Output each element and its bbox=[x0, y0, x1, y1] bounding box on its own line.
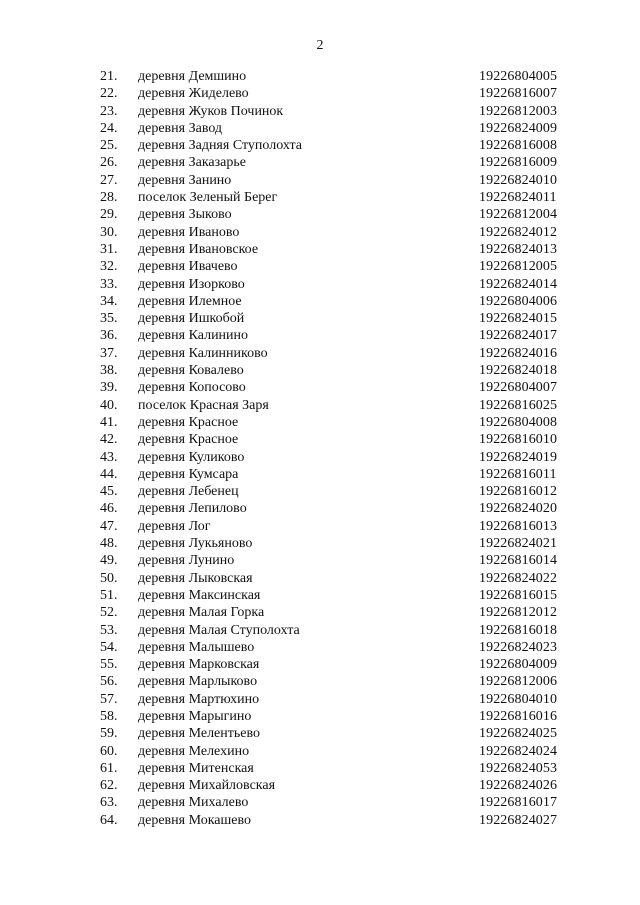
list-item bbox=[0, 691, 640, 708]
okato-code: 19226824017 bbox=[479, 328, 558, 344]
item-number: 41. bbox=[100, 414, 118, 430]
okato-code: 19226804009 bbox=[479, 657, 558, 673]
list-item bbox=[0, 535, 640, 552]
list-item bbox=[0, 500, 640, 517]
settlement-name: деревня Марыгино bbox=[138, 708, 252, 724]
list-item bbox=[0, 760, 640, 777]
okato-code: 19226812006 bbox=[479, 674, 558, 690]
list-item bbox=[0, 345, 640, 362]
list-item bbox=[0, 794, 640, 811]
okato-code: 19226816010 bbox=[479, 432, 558, 448]
list-item bbox=[0, 431, 640, 448]
item-number: 24. bbox=[100, 120, 118, 136]
okato-code: 19226816007 bbox=[479, 86, 558, 102]
list-item bbox=[0, 379, 640, 396]
settlement-name: деревня Малая Ступолохта bbox=[138, 622, 300, 638]
settlement-name: деревня Задняя Ступолохта bbox=[138, 138, 303, 154]
settlement-name: деревня Мокашево bbox=[138, 812, 252, 828]
settlement-name: деревня Малая Горка bbox=[138, 605, 265, 621]
item-number: 58. bbox=[100, 708, 118, 724]
settlement-name: деревня Ковалево bbox=[138, 363, 244, 379]
item-number: 36. bbox=[100, 328, 118, 344]
item-number: 45. bbox=[100, 484, 118, 500]
okato-code: 19226816009 bbox=[479, 155, 558, 171]
okato-code: 19226812012 bbox=[479, 605, 558, 621]
item-number: 27. bbox=[100, 172, 118, 188]
list-item bbox=[0, 673, 640, 690]
settlement-name: деревня Жиделево bbox=[138, 86, 249, 102]
item-number: 21. bbox=[100, 69, 118, 84]
settlement-name: деревня Красное bbox=[138, 432, 239, 448]
okato-code: 19226824023 bbox=[479, 639, 558, 655]
list-item bbox=[0, 224, 640, 241]
list-item bbox=[0, 68, 640, 85]
okato-code: 19226816012 bbox=[479, 484, 558, 500]
settlement-name: деревня Калинино bbox=[138, 328, 249, 344]
settlement-name: деревня Ивановское bbox=[138, 241, 259, 257]
item-number: 25. bbox=[100, 138, 118, 154]
okato-code: 19226812003 bbox=[479, 103, 558, 119]
settlement-name: деревня Иваново bbox=[138, 224, 240, 240]
settlement-name: деревня Мелехино bbox=[138, 743, 250, 759]
okato-code: 19226824011 bbox=[479, 190, 557, 206]
settlement-name: деревня Ивачево bbox=[138, 259, 238, 275]
item-number: 59. bbox=[100, 726, 118, 742]
list-item bbox=[0, 604, 640, 621]
list-item bbox=[0, 639, 640, 656]
item-number: 63. bbox=[100, 795, 118, 811]
settlement-name: поселок Красная Заря bbox=[138, 397, 269, 413]
okato-code: 19226824024 bbox=[479, 743, 558, 759]
list-item bbox=[0, 777, 640, 794]
settlement-name: деревня Калинниково bbox=[138, 345, 268, 361]
settlement-name: поселок Зеленый Берег bbox=[138, 190, 278, 206]
okato-code: 19226816017 bbox=[479, 795, 558, 811]
item-number: 48. bbox=[100, 536, 118, 552]
item-number: 37. bbox=[100, 345, 118, 361]
item-number: 61. bbox=[100, 760, 118, 776]
okato-code: 19226816015 bbox=[479, 587, 558, 603]
settlement-name: деревня Илемное bbox=[138, 293, 242, 309]
settlement-name: деревня Лукьяново bbox=[138, 536, 253, 552]
list-item bbox=[0, 812, 640, 829]
settlement-name: деревня Мелентьево bbox=[138, 726, 260, 742]
okato-code: 19226816018 bbox=[479, 622, 558, 638]
list-item bbox=[0, 258, 640, 275]
list-item bbox=[0, 362, 640, 379]
item-number: 64. bbox=[100, 812, 118, 828]
item-number: 38. bbox=[100, 363, 118, 379]
okato-code: 19226824012 bbox=[479, 224, 558, 240]
okato-code: 19226816011 bbox=[479, 466, 557, 482]
item-number: 35. bbox=[100, 311, 118, 327]
list-item bbox=[0, 743, 640, 760]
settlement-name: деревня Михалево bbox=[138, 795, 249, 811]
item-number: 43. bbox=[100, 449, 118, 465]
list-item bbox=[0, 172, 640, 189]
okato-code: 19226824009 bbox=[479, 120, 558, 136]
okato-code: 19226804008 bbox=[479, 414, 558, 430]
settlement-name: деревня Лыковская bbox=[138, 570, 253, 586]
list-item bbox=[0, 725, 640, 742]
okato-code: 19226812005 bbox=[479, 259, 558, 275]
okato-code: 19226824027 bbox=[479, 812, 558, 828]
list-item bbox=[0, 414, 640, 431]
list-item bbox=[0, 570, 640, 587]
item-number: 26. bbox=[100, 155, 118, 171]
okato-code: 19226824019 bbox=[479, 449, 558, 465]
settlement-name: деревня Максинская bbox=[138, 587, 261, 603]
list-item bbox=[0, 552, 640, 569]
item-number: 46. bbox=[100, 501, 118, 517]
settlement-name: деревня Жуков Починок bbox=[138, 103, 284, 119]
item-number: 31. bbox=[100, 241, 118, 257]
list-item bbox=[0, 587, 640, 604]
settlement-name: деревня Лог bbox=[138, 518, 211, 534]
item-number: 28. bbox=[100, 190, 118, 206]
okato-code: 19226824022 bbox=[479, 570, 558, 586]
list-item bbox=[0, 241, 640, 258]
list-item bbox=[0, 327, 640, 344]
settlement-name: деревня Лунино bbox=[138, 553, 235, 569]
settlement-name: деревня Заказарье bbox=[138, 155, 246, 171]
item-number: 44. bbox=[100, 466, 118, 482]
settlement-name: деревня Михайловская bbox=[138, 778, 276, 794]
list-item bbox=[0, 708, 640, 725]
list-item bbox=[0, 154, 640, 171]
settlement-name: деревня Ишкобой bbox=[138, 311, 245, 327]
okato-code: 19226804005 bbox=[479, 69, 558, 84]
settlement-name: деревня Занино bbox=[138, 172, 232, 188]
list-item bbox=[0, 622, 640, 639]
okato-code: 19226824013 bbox=[479, 241, 558, 257]
item-number: 29. bbox=[100, 207, 118, 223]
settlement-list bbox=[0, 68, 640, 829]
item-number: 55. bbox=[100, 657, 118, 673]
settlement-name: деревня Лепилово bbox=[138, 501, 247, 517]
page-number: 2 bbox=[316, 38, 324, 53]
item-number: 22. bbox=[100, 86, 118, 102]
list-item bbox=[0, 466, 640, 483]
item-number: 51. bbox=[100, 587, 118, 603]
okato-code: 19226824018 bbox=[479, 363, 558, 379]
list-item bbox=[0, 656, 640, 673]
item-number: 39. bbox=[100, 380, 118, 396]
settlement-name: деревня Мартюхино bbox=[138, 691, 260, 707]
settlement-name: деревня Демшино bbox=[138, 69, 247, 84]
okato-code: 19226824053 bbox=[479, 760, 558, 776]
okato-code: 19226812004 bbox=[479, 207, 558, 223]
okato-code: 19226804006 bbox=[479, 293, 558, 309]
list-item bbox=[0, 518, 640, 535]
item-number: 23. bbox=[100, 103, 118, 119]
okato-code: 19226824020 bbox=[479, 501, 558, 517]
okato-code: 19226804007 bbox=[479, 380, 558, 396]
settlement-name: деревня Изорково bbox=[138, 276, 245, 292]
settlement-name: деревня Кумсара bbox=[138, 466, 239, 482]
okato-code: 19226824014 bbox=[479, 276, 558, 292]
item-number: 34. bbox=[100, 293, 118, 309]
list-item bbox=[0, 483, 640, 500]
settlement-name: деревня Малышево bbox=[138, 639, 255, 655]
settlement-name: деревня Марковская bbox=[138, 657, 260, 673]
okato-code: 19226824015 bbox=[479, 311, 558, 327]
okato-code: 19226824016 bbox=[479, 345, 558, 361]
okato-code: 19226816025 bbox=[479, 397, 558, 413]
list-item bbox=[0, 293, 640, 310]
okato-code: 19226816008 bbox=[479, 138, 558, 154]
settlement-name: деревня Завод bbox=[138, 120, 223, 136]
settlement-name: деревня Лебенец bbox=[138, 484, 239, 500]
list-item bbox=[0, 206, 640, 223]
item-number: 53. bbox=[100, 622, 118, 638]
list-item bbox=[0, 276, 640, 293]
list-item bbox=[0, 449, 640, 466]
item-number: 62. bbox=[100, 778, 118, 794]
list-item bbox=[0, 137, 640, 154]
item-number: 60. bbox=[100, 743, 118, 759]
settlement-name: деревня Марлыково bbox=[138, 674, 258, 690]
item-number: 57. bbox=[100, 691, 118, 707]
settlement-name: деревня Митенская bbox=[138, 760, 254, 776]
item-number: 30. bbox=[100, 224, 118, 240]
list-item bbox=[0, 397, 640, 414]
item-number: 50. bbox=[100, 570, 118, 586]
item-number: 56. bbox=[100, 674, 118, 690]
item-number: 33. bbox=[100, 276, 118, 292]
list-item bbox=[0, 189, 640, 206]
okato-code: 19226816014 bbox=[479, 553, 558, 569]
item-number: 40. bbox=[100, 397, 118, 413]
settlement-name: деревня Копосово bbox=[138, 380, 246, 396]
okato-code: 19226816016 bbox=[479, 708, 558, 724]
list-item bbox=[0, 310, 640, 327]
item-number: 32. bbox=[100, 259, 118, 275]
okato-code: 19226816013 bbox=[479, 518, 558, 534]
item-number: 54. bbox=[100, 639, 118, 655]
settlement-name: деревня Зыково bbox=[138, 207, 232, 223]
list-item bbox=[0, 103, 640, 120]
item-number: 49. bbox=[100, 553, 118, 569]
okato-code: 19226824021 bbox=[479, 536, 558, 552]
item-number: 52. bbox=[100, 605, 118, 621]
item-number: 42. bbox=[100, 432, 118, 448]
list-item bbox=[0, 120, 640, 137]
item-number: 47. bbox=[100, 518, 118, 534]
settlement-name: деревня Красное bbox=[138, 414, 239, 430]
settlement-name: деревня Куликово bbox=[138, 449, 245, 465]
okato-code: 19226824010 bbox=[479, 172, 558, 188]
list-item bbox=[0, 85, 640, 102]
okato-code: 19226824025 bbox=[479, 726, 558, 742]
okato-code: 19226824026 bbox=[479, 778, 558, 794]
okato-code: 19226804010 bbox=[479, 691, 558, 707]
